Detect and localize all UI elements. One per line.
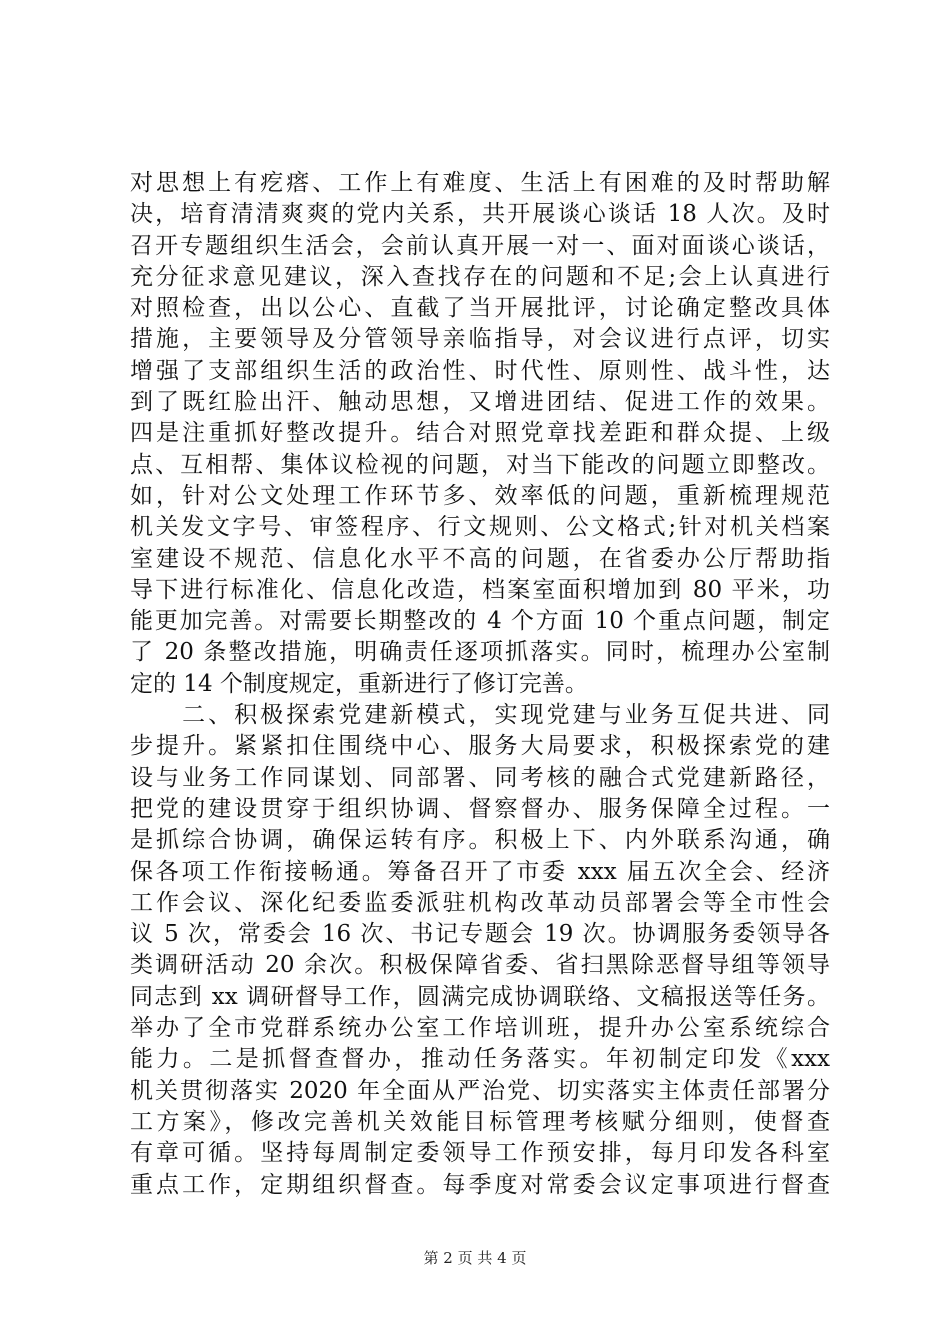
text-line: 机关贯彻落实 2020 年全面从严治党、切实落实主体责任部署分 <box>130 1077 830 1104</box>
text-line: 能力。二是抓督查督办，推动任务落实。年初制定印发《xxx <box>130 1046 830 1073</box>
text-line: 能更加完善。对需要长期整改的 4 个方面 10 个重点问题，制定 <box>130 608 830 635</box>
text-line: 工方案》，修改完善机关效能目标管理考核赋分细则，使督查 <box>130 1108 830 1135</box>
text-line: 保各项工作衔接畅通。筹备召开了市委 xxx 届五次全会、经济 <box>130 858 830 885</box>
text-line: 设与业务工作同谋划、同部署、同考核的融合式党建新路径， <box>130 764 830 791</box>
text-line: 工作会议、深化纪委监委派驻机构改革动员部署会等全市性会 <box>130 889 830 916</box>
text-line: 对照检查，出以公心、直截了当开展批评，讨论确定整改具体 <box>130 295 830 322</box>
text-line: 室建设不规范、信息化水平不高的问题，在省委办公厅帮助指 <box>130 545 830 572</box>
text-line: 充分征求意见建议，深入查找存在的问题和不足;会上认真进行 <box>130 263 830 290</box>
text-line: 到了既红脸出汗、触动思想，又增进团结、促进工作的效果。 <box>130 389 830 416</box>
page-footer: 第 2 页 共 4 页 <box>423 1249 527 1267</box>
text-line: 机关发文字号、审签程序、行文规则、公文格式;针对机关档案 <box>130 514 830 541</box>
text-line: 四是注重抓好整改提升。结合对照党章找差距和群众提、上级 <box>130 420 830 447</box>
text-line: 决，培育清清爽爽的党内关系，共开展谈心谈话 18 人次。及时 <box>130 201 830 228</box>
text-line: 点、互相帮、集体议检视的问题，对当下能改的问题立即整改。 <box>130 451 830 478</box>
text-line: 二、积极探索党建新模式，实现党建与业务互促共进、同 <box>130 702 830 729</box>
text-line: 了 20 条整改措施，明确责任逐项抓落实。同时，梳理办公室制 <box>130 639 830 666</box>
text-line: 同志到 xx 调研督导工作，圆满完成协调联络、文稿报送等任务。 <box>130 983 830 1010</box>
text-line: 类调研活动 20 余次。积极保障省委、省扫黑除恶督导组等领导 <box>130 952 830 979</box>
text-line: 增强了支部组织生活的政治性、时代性、原则性、战斗性，达 <box>130 357 830 384</box>
body-text <box>130 168 830 1201</box>
text-line: 步提升。紧紧扣住围绕中心、服务大局要求，积极探索党的建 <box>130 733 830 760</box>
text-line: 有章可循。坚持每周制定委领导工作预安排，每月印发各科室 <box>130 1140 830 1167</box>
text-line: 对思想上有疙瘩、工作上有难度、生活上有困难的及时帮助解 <box>130 170 830 196</box>
text-line: 举办了全市党群系统办公室工作培训班，提升办公室系统综合 <box>130 1015 830 1042</box>
text-line: 把党的建设贯穿于组织协调、督察督办、服务保障全过程。一 <box>130 795 830 822</box>
text-line: 导下进行标准化、信息化改造，档案室面积增加到 80 平米，功 <box>130 576 830 603</box>
text-line: 议 5 次，常委会 16 次、书记专题会 19 次。协调服务委领导各 <box>130 921 830 948</box>
text-line: 是抓综合协调，确保运转有序。积极上下、内外联系沟通，确 <box>130 827 830 854</box>
text-line: 定的 14 个制度规定，重新进行了修订完善。 <box>130 670 588 697</box>
text-line: 召开专题组织生活会，会前认真开展一对一、面对面谈心谈话， <box>130 232 830 259</box>
text-line: 如，针对公文处理工作环节多、效率低的问题，重新梳理规范 <box>130 482 830 509</box>
text-line: 措施，主要领导及分管领导亲临指导，对会议进行点评，切实 <box>130 326 830 353</box>
text-line: 重点工作，定期组织督查。每季度对常委会议定事项进行督查 <box>130 1171 830 1198</box>
